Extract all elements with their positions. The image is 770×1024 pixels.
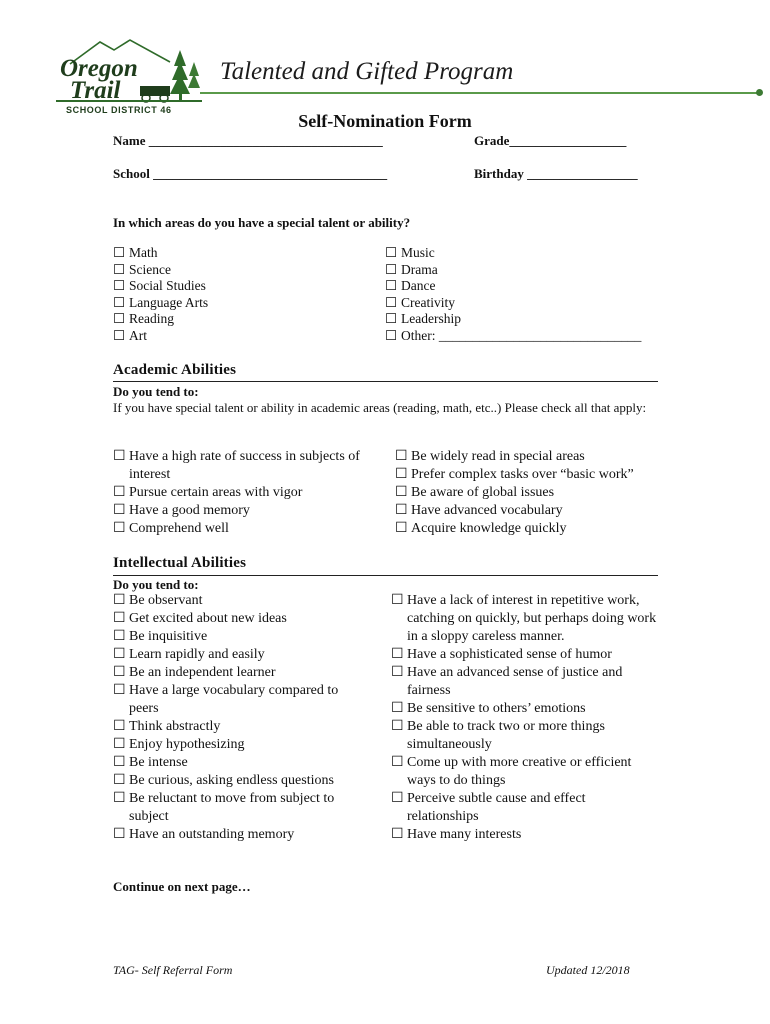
continue-note: Continue on next page… [113,879,251,894]
checkbox-icon[interactable]: ☐ [385,261,398,277]
footer-updated-date: Updated 12/2018 [546,963,630,977]
checkbox-label: Pursue certain areas with vigor [129,485,303,500]
checkbox-icon[interactable]: ☐ [113,647,126,662]
checkbox-icon[interactable]: ☐ [113,737,126,752]
logo-text-oregon: Oregon [60,55,138,82]
checkbox-item[interactable] [385,245,675,262]
checkbox-item[interactable] [391,646,659,664]
checkbox-item[interactable] [113,295,363,312]
checkbox-icon[interactable]: ☐ [391,719,404,734]
checkbox-icon[interactable]: ☐ [395,503,408,518]
checkbox-label: Think abstractly [129,719,221,734]
checkbox-item[interactable] [395,484,665,502]
birthday-field[interactable]: Birthday _________________ [474,166,638,181]
checkbox-icon[interactable]: ☐ [113,503,126,518]
checkbox-item[interactable] [113,502,385,520]
checkbox-icon[interactable]: ☐ [113,521,126,536]
checkbox-label: Have many interests [407,827,522,842]
other-field[interactable]: Other: ______________________________ [401,327,642,343]
checkbox-item[interactable] [385,311,675,328]
checkbox-icon[interactable]: ☐ [113,593,126,608]
checkbox-icon[interactable]: ☐ [113,827,126,842]
checkbox-icon[interactable]: ☐ [395,485,408,500]
academic-instruction: If you have special talent or ability in academic areas (reading, math, etc..) Please check all that apply: [113,400,647,415]
grade-field[interactable]: Grade__________________ [474,133,627,148]
checkbox-item[interactable] [113,262,363,279]
checkbox-item[interactable] [113,754,363,772]
checkbox-item[interactable] [113,772,363,790]
checkbox-item[interactable] [391,664,659,700]
checkbox-icon[interactable]: ☐ [113,611,126,626]
checkbox-icon[interactable]: ☐ [113,327,126,343]
checkbox-label: Comprehend well [129,521,229,536]
checkbox-icon[interactable]: ☐ [385,294,398,310]
checkbox-item[interactable] [113,328,363,345]
logo-graphic [52,36,204,118]
checkbox-icon[interactable]: ☐ [385,327,398,343]
checkbox-label: Have advanced vocabulary [411,503,563,518]
checkbox-label: Have a good memory [129,503,250,518]
checkbox-item[interactable] [391,592,659,646]
checkbox-item[interactable] [113,790,363,826]
checkbox-label: Have a sophisticated sense of humor [407,647,612,662]
checkbox-label: Be sensitive to others’ emotions [407,701,586,716]
checkbox-label: Have an outstanding memory [129,827,295,842]
checkbox-icon[interactable]: ☐ [113,261,126,277]
checkbox-label: Music [401,245,435,260]
intellectual-section-title: Intellectual Abilities [113,555,247,571]
talent-list-right [385,245,675,344]
checkbox-item[interactable] [113,646,363,664]
checkbox-item[interactable] [395,466,665,484]
intellectual-subtitle: Do you tend to: [113,577,199,592]
checkbox-icon[interactable]: ☐ [113,311,126,326]
checkbox-icon[interactable]: ☐ [113,755,126,770]
checkbox-label: Have an advanced sense of justice and fairness [407,665,623,698]
footer-form-name: TAG- Self Referral Form [113,963,233,977]
checkbox-icon[interactable]: ☐ [391,665,404,680]
checkbox-label: Get excited about new ideas [129,611,287,626]
program-title: Talented and Gifted Program [220,58,514,85]
checkbox-label: Be aware of global issues [411,485,555,500]
checkbox-icon[interactable]: ☐ [113,683,126,698]
academic-section-title: Academic Abilities [113,362,237,378]
checkbox-item[interactable] [385,262,675,279]
checkbox-label: Perceive subtle cause and effect relationships [407,791,586,824]
checkbox-item[interactable] [391,754,659,790]
checkbox-item[interactable] [113,736,363,754]
name-field[interactable]: Name ____________________________________ [113,133,383,148]
checkbox-label: Prefer complex tasks over “basic work” [411,467,634,482]
checkbox-item[interactable] [113,610,363,628]
checkbox-item[interactable] [391,790,659,826]
checkbox-icon[interactable]: ☐ [113,485,126,500]
checkbox-label: Drama [401,261,438,277]
checkbox-label: Be widely read in special areas [411,449,585,464]
checkbox-icon[interactable]: ☐ [395,467,408,482]
checkbox-label: Language Arts [129,294,209,310]
academic-subtitle: Do you tend to: [113,384,199,399]
checkbox-icon[interactable]: ☐ [113,719,126,734]
checkbox-label: Be intense [129,755,188,770]
checkbox-icon[interactable]: ☐ [395,521,408,536]
checkbox-item[interactable] [385,295,675,312]
logo-text-trail: Trail [70,77,121,104]
checkbox-icon[interactable]: ☐ [391,701,404,716]
checkbox-item[interactable] [113,278,363,295]
checkbox-item[interactable] [113,484,385,502]
district-logo [52,36,204,118]
checkbox-item[interactable] [391,718,659,754]
checkbox-item[interactable] [113,592,363,610]
checkbox-label: Acquire knowledge quickly [411,521,567,536]
checkbox-icon[interactable]: ☐ [113,245,126,260]
checkbox-label: Social Studies [129,278,206,293]
checkbox-item[interactable] [113,245,363,262]
header-rule-dot [756,89,763,96]
checkbox-item[interactable] [385,278,675,295]
checkbox-icon[interactable]: ☐ [391,755,404,770]
checkbox-label: Be reluctant to move from subject to subject [129,791,335,824]
academic-list-right [395,448,665,538]
checkbox-icon[interactable]: ☐ [395,449,408,464]
checkbox-item[interactable] [113,826,363,844]
checkbox-icon[interactable]: ☐ [385,311,398,326]
checkbox-icon[interactable]: ☐ [391,647,404,662]
checkbox-item[interactable] [385,328,675,345]
checkbox-label: Math [129,245,158,260]
intellectual-section-rule [113,575,658,576]
checkbox-icon[interactable]: ☐ [391,593,404,608]
checkbox-icon[interactable]: ☐ [391,827,404,842]
checkbox-label: Learn rapidly and easily [129,647,265,662]
checkbox-item[interactable] [113,448,385,484]
checkbox-label: Be inquisitive [129,629,208,644]
form-title: Self-Nomination Form [298,111,472,131]
checkbox-icon[interactable]: ☐ [385,245,398,260]
checkbox-label: Enjoy hypothesizing [129,737,245,752]
checkbox-label: Reading [129,311,174,326]
school-field[interactable]: School ____________________________________ [113,166,388,181]
checkbox-label: Science [129,261,171,277]
checkbox-label: Have a high rate of success in subjects of interest [129,449,360,482]
checkbox-label: Be an independent learner [129,665,276,680]
checkbox-label: Be able to track two or more things simultaneously [407,719,605,752]
checkbox-label: Art [129,327,147,343]
checkbox-label: Have a large vocabulary compared to peers [129,683,339,716]
checkbox-item[interactable] [395,448,665,466]
checkbox-icon[interactable]: ☐ [113,449,126,464]
checkbox-label: Be observant [129,593,203,608]
checkbox-icon[interactable]: ☐ [385,278,398,293]
checkbox-item[interactable] [395,502,665,520]
checkbox-icon[interactable]: ☐ [113,773,126,788]
checkbox-item[interactable] [113,664,363,682]
checkbox-item[interactable] [391,700,659,718]
intellectual-list-left [113,592,363,844]
checkbox-label: Come up with more creative or efficient ways to do things [407,755,632,788]
checkbox-icon[interactable]: ☐ [113,791,126,806]
academic-list-left [113,448,385,538]
checkbox-label: Creativity [401,294,455,310]
checkbox-item[interactable] [113,718,363,736]
checkbox-icon[interactable]: ☐ [113,665,126,680]
talent-question: In which areas do you have a special talent or ability? [113,215,411,230]
checkbox-icon[interactable]: ☐ [113,294,126,310]
checkbox-icon[interactable]: ☐ [391,791,404,806]
header-rule [200,92,760,94]
checkbox-icon[interactable]: ☐ [113,278,126,293]
checkbox-label: Leadership [401,311,461,326]
checkbox-item[interactable] [113,682,363,718]
talent-list-left [113,245,363,344]
checkbox-label: Be curious, asking endless questions [129,773,334,788]
logo-subtext: SCHOOL DISTRICT 46 [66,105,172,115]
academic-section-rule [113,381,658,382]
checkbox-item[interactable] [395,520,665,538]
checkbox-item[interactable] [391,826,659,844]
checkbox-label: Dance [401,278,436,293]
intellectual-list-right [391,592,659,844]
checkbox-label: Have a lack of interest in repetitive work, catching on quickly, but perhaps doing work in a sloppy careless manner. [407,593,657,644]
checkbox-icon[interactable]: ☐ [113,629,126,644]
checkbox-item[interactable] [113,628,363,646]
checkbox-item[interactable] [113,520,385,538]
checkbox-item[interactable] [113,311,363,328]
